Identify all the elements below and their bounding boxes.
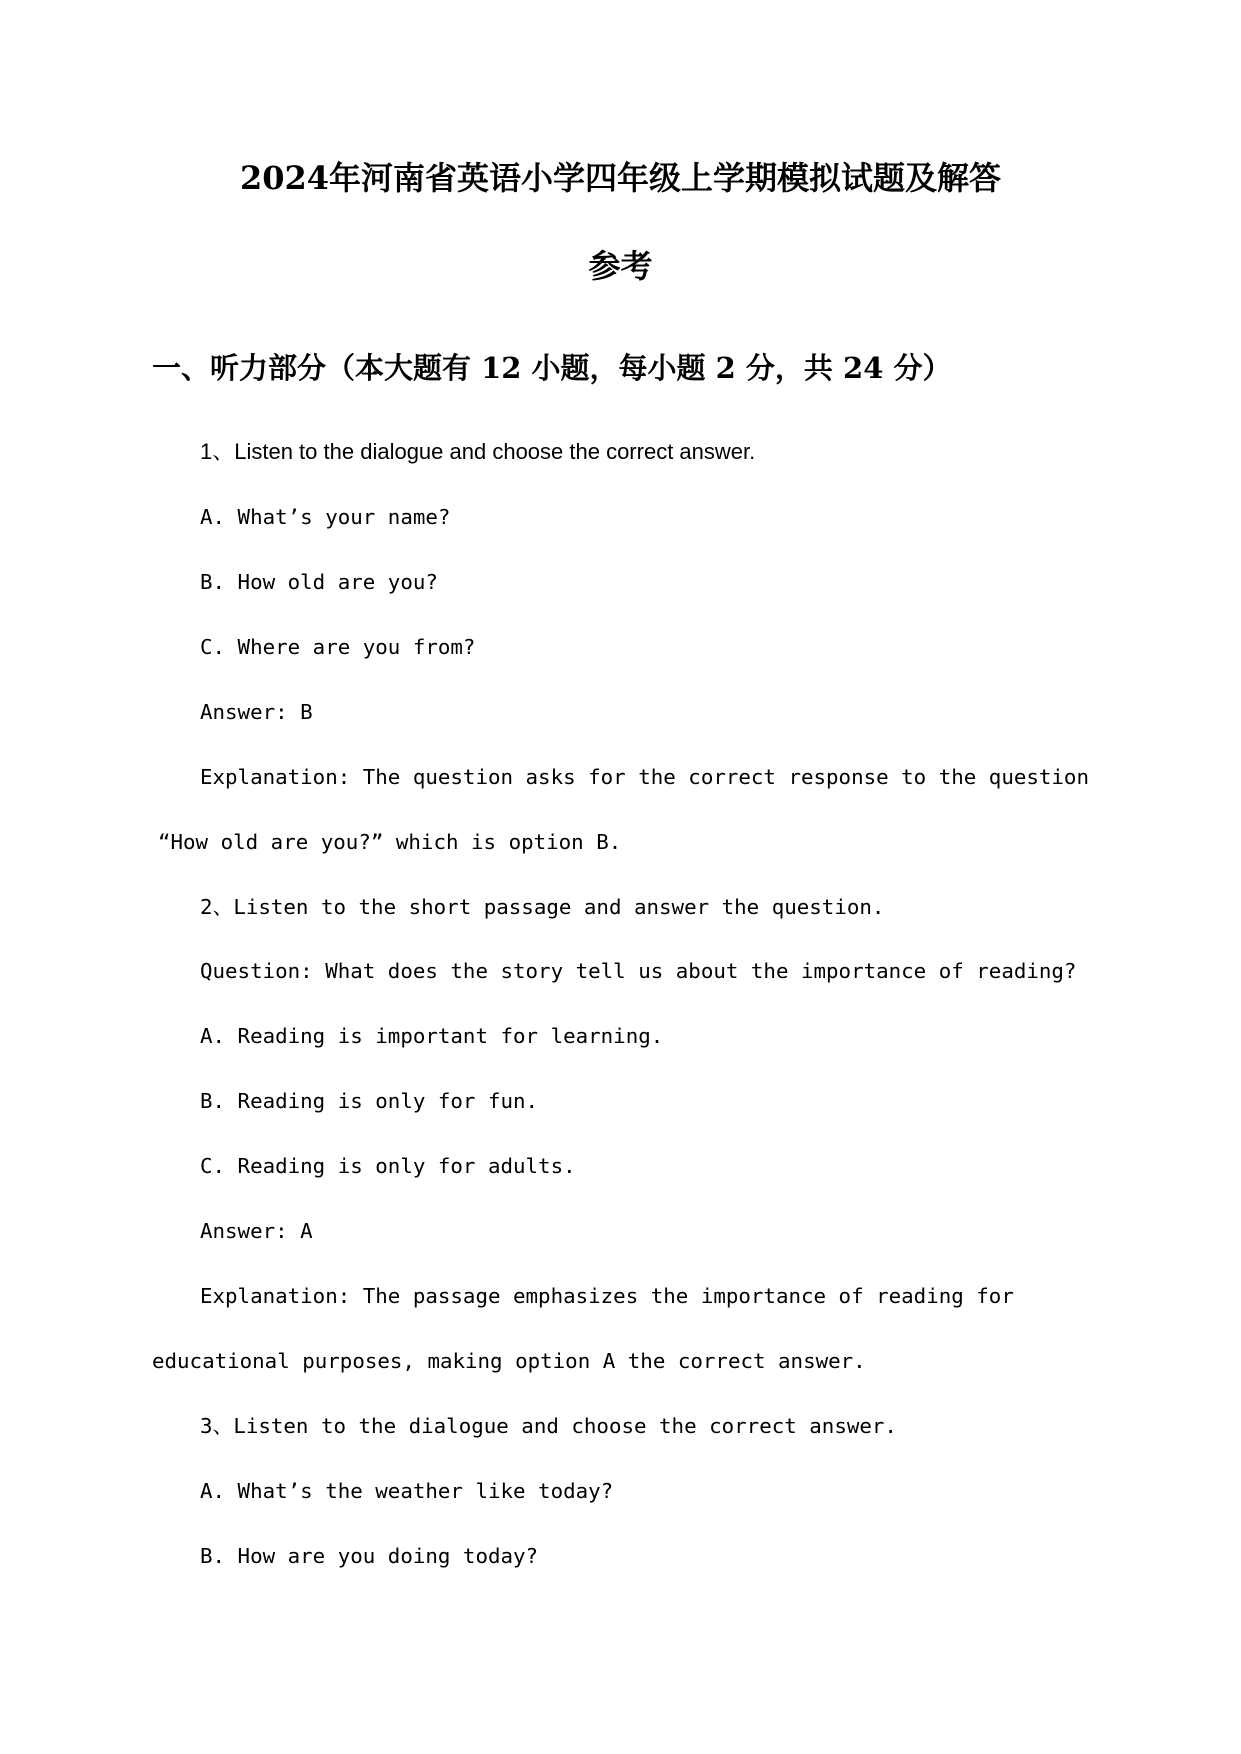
question-2-question: Question: What does the story tell us about the importance of reading? bbox=[200, 959, 1077, 983]
question-1-option-c: C. Where are you from? bbox=[200, 635, 476, 659]
question-2-option-a: A. Reading is important for learning. bbox=[200, 1024, 664, 1048]
question-2-option-b: B. Reading is only for fun. bbox=[200, 1089, 539, 1113]
question-1-option-b: B. How old are you? bbox=[200, 570, 438, 594]
question-2-answer: Answer: A bbox=[200, 1219, 313, 1243]
question-2-option-c: C. Reading is only for adults. bbox=[200, 1154, 576, 1178]
document-title-line-1: 2024年河南省英语小学四年级上学期模拟试题及解答 bbox=[239, 159, 1002, 197]
document-title-line-2: 参考 bbox=[588, 247, 653, 285]
question-2-explanation-line-1: Explanation: The passage emphasizes the importance of reading for bbox=[200, 1284, 1014, 1308]
question-1-option-a: A. What’s your name? bbox=[200, 505, 451, 529]
question-1-prompt: 1、Listen to the dialogue and choose the correct answer. bbox=[200, 439, 756, 464]
question-1-explanation-line-1: Explanation: The question asks for the correct response to the question bbox=[200, 765, 1089, 789]
question-3-option-a: A. What’s the weather like today? bbox=[200, 1479, 614, 1503]
question-3-prompt: 3、Listen to the dialogue and choose the correct answer. bbox=[200, 1414, 897, 1438]
question-2-explanation-line-2: educational purposes, making option A the correct answer. bbox=[152, 1349, 866, 1373]
question-3-option-b: B. How are you doing today? bbox=[200, 1544, 539, 1568]
question-2-prompt: 2、Listen to the short passage and answer the question. bbox=[200, 895, 885, 919]
question-1-explanation-line-2: “How old are you?” which is option B. bbox=[158, 830, 622, 854]
section-heading: 一、听力部分（本大题有 12 小题，每小题 2 分，共 24 分） bbox=[152, 351, 952, 385]
question-1-answer: Answer: B bbox=[200, 700, 313, 724]
